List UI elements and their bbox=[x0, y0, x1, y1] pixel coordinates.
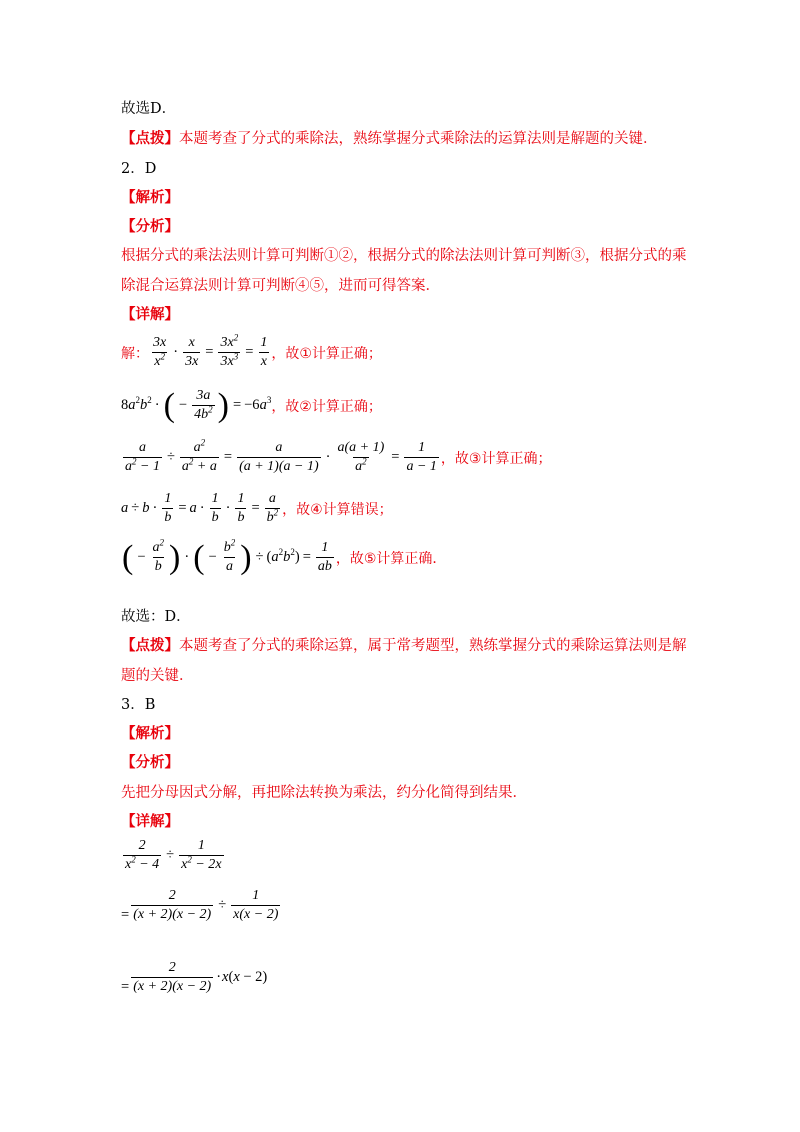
jie-label: 解： bbox=[121, 345, 149, 362]
answer-line-1: 故选D． bbox=[121, 101, 177, 117]
q3-equation-1: $\frac{2}{x^2 - 4}$ ÷ $\frac{1}{x^2 - 2x}$ bbox=[125, 838, 222, 872]
result-2: ，故②计算正确； bbox=[271, 398, 382, 415]
equation-3: $\frac{a}{a^2 - 1}$ ÷ $\frac{a^2}{a^2 + a}$ = $\frac{a}{(a + 1)(a - 1)}$ · $\frac{a(a + 1)}{a^2}$ = $\frac{1}{a - 1}$ ，故③计算正确； bbox=[125, 437, 552, 474]
equation-4: a ÷ b · $\frac{1}{b}$ = a · $\frac{1}{b}$ · $\frac{1}{b}$ = $\frac{a}{b^2}$ ，故④计算错误； bbox=[121, 491, 393, 525]
question-2-answer: 2．D bbox=[121, 161, 157, 177]
fenxi-tag-3: 【分析】 bbox=[121, 754, 179, 771]
tip-line-2 bbox=[121, 637, 687, 655]
tip-tag-2: 【点拨】 bbox=[121, 637, 179, 654]
xiangjie-tag: 【详解】 bbox=[121, 306, 179, 323]
fenxi-text-2: 除混合运算法则计算可判断④⑤，进而可得答案． bbox=[121, 278, 440, 294]
tip-text: 本题考查了分式的乘除法，熟练掌握分式乘除法的运算法则是解题的关键． bbox=[179, 131, 658, 147]
tip-line-1 bbox=[121, 130, 658, 148]
fenxi-text-1: 根据分式的乘法法则计算可判断①②，根据分式的除法法则计算可判断③，根据分式的乘 bbox=[121, 248, 687, 264]
equation-5: ( − $\frac{a^2}{b}$ ) · ( − $\frac{b^2}{a}$ ) ÷ $(a^2b^2)$ = $\frac{1}{ab}$ ，故⑤计算正确． bbox=[122, 537, 447, 576]
analysis-tag: 【解析】 bbox=[121, 189, 179, 206]
analysis-tag-3: 【解析】 bbox=[121, 725, 179, 742]
xiangjie-tag-3: 【详解】 bbox=[121, 813, 179, 830]
question-3-answer: 3．B bbox=[121, 697, 156, 713]
equation-1: 解： $\frac{3x}{x^2}$ · $\frac{x}{3x}$ = $\frac{3x^2}{3x^3}$ = $\frac{1}{x}$ ，故①计算正确； bbox=[121, 332, 382, 369]
q3-equation-3: = $\frac{2}{(x + 2)(x - 2)}$ · x(x − 2) bbox=[121, 960, 268, 995]
equation-2: $8a^2b^2$ · ( − $\frac{3a}{4b^2}$ ) = $-6a^3$ ，故②计算正确； bbox=[121, 386, 382, 424]
q3-equation-2: = $\frac{2}{(x + 2)(x - 2)}$ ÷ $\frac{1}{x(x - 2)}$ bbox=[121, 888, 279, 923]
result-4: ，故④计算错误； bbox=[282, 501, 393, 518]
answer-line-2: 故选：D． bbox=[121, 609, 191, 625]
fenxi-text-3: 先把分母因式分解，再把除法转换为乘法，约分化简得到结果． bbox=[121, 785, 527, 801]
result-3: ，故③计算正确； bbox=[440, 450, 552, 467]
result-1: ，故①计算正确； bbox=[271, 345, 382, 362]
tip-tag: 【点拨】 bbox=[121, 130, 179, 147]
fenxi-tag: 【分析】 bbox=[121, 218, 179, 235]
tip-text-2b: 题的关键． bbox=[121, 668, 194, 684]
tip-text-2a: 本题考查了分式的乘除运算，属于常考题型，熟练掌握分式的乘除运算法则是解 bbox=[179, 638, 687, 654]
result-5: ，故⑤计算正确． bbox=[335, 550, 447, 567]
